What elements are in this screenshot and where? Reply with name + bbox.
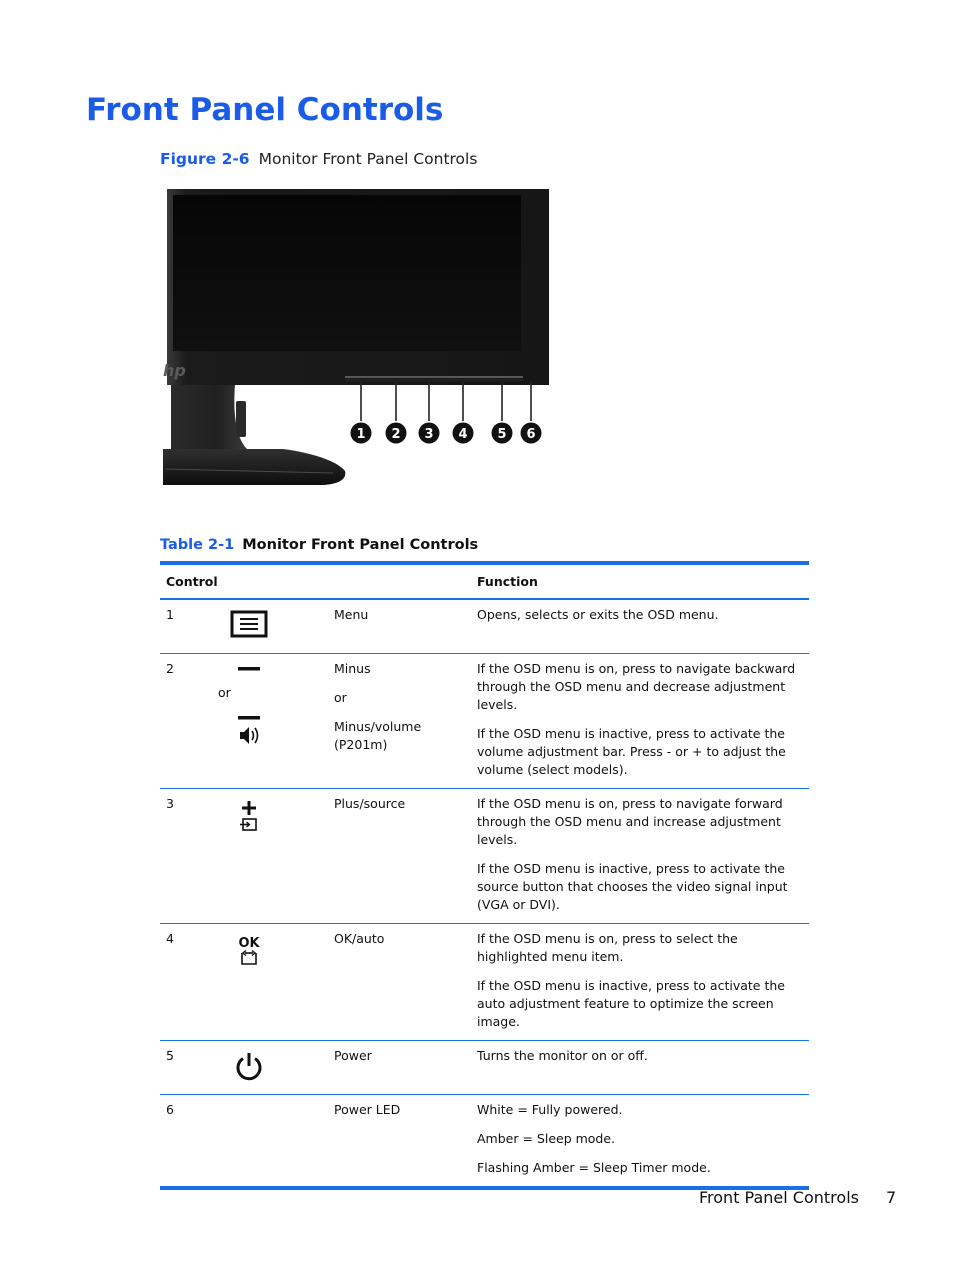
row-name: Menu xyxy=(334,607,369,622)
callout-4: 4 xyxy=(458,427,468,442)
table-row xyxy=(160,599,809,653)
table-row xyxy=(160,653,809,788)
function-text: Flashing Amber = Sleep Timer mode. xyxy=(477,1159,711,1175)
function-text: If the OSD menu is inactive, press to activate the source button that chooses the video signal input (VGA or DVI). xyxy=(477,860,788,912)
row-icon-cell xyxy=(208,1040,328,1094)
plus-source-icon xyxy=(237,799,261,833)
row-function xyxy=(471,599,809,653)
function-text: If the OSD menu is inactive, press to activate the auto adjustment feature to optimize the screen image. xyxy=(477,977,785,1029)
front-panel-controls-table xyxy=(160,561,809,1190)
row-icon-cell xyxy=(208,788,328,923)
callout-5: 5 xyxy=(497,427,507,442)
function-text: If the OSD menu is on, press to select the highlighted menu item. xyxy=(477,930,738,964)
callout-6: 6 xyxy=(526,427,536,442)
figure-caption-text: Monitor Front Panel Controls xyxy=(258,150,478,168)
table-row xyxy=(160,1040,809,1094)
function-text: White = Fully powered. xyxy=(477,1101,623,1117)
row-function xyxy=(471,653,809,788)
row-number: 4 xyxy=(166,930,174,946)
callout-2: 2 xyxy=(391,427,401,442)
name-text: Minus/volume (P201m) xyxy=(334,718,422,752)
row-function xyxy=(471,788,809,923)
name-text: Minus xyxy=(334,660,371,676)
power-icon xyxy=(234,1051,264,1083)
ok-auto-icon xyxy=(235,934,263,968)
header-control: Control xyxy=(160,563,471,599)
row-name: OK/auto xyxy=(334,930,385,946)
hp-logo: hp xyxy=(163,361,186,380)
function-text: Turns the monitor on or off. xyxy=(477,1047,648,1063)
table-header-row xyxy=(160,563,809,599)
minus-icon xyxy=(236,664,262,674)
function-text: Amber = Sleep mode. xyxy=(477,1130,616,1146)
header-function: Function xyxy=(471,563,809,599)
function-text: Opens, selects or exits the OSD menu. xyxy=(477,607,719,622)
row-number: 3 xyxy=(166,795,174,811)
row-name: Plus/source xyxy=(334,795,406,811)
ok-icon-text: OK xyxy=(238,935,260,951)
function-text: If the OSD menu is on, press to navigate backward through the OSD menu and decrease adjustment levels. xyxy=(477,660,796,712)
or-label: or xyxy=(218,684,231,700)
figure-caption xyxy=(160,150,477,168)
table-row xyxy=(160,788,809,923)
table-row xyxy=(160,1094,809,1188)
minus-volume-icon xyxy=(236,714,262,748)
row-number: 1 xyxy=(166,607,174,622)
table-caption-text: Monitor Front Panel Controls xyxy=(242,537,479,553)
row-icon-cell xyxy=(208,1094,328,1188)
function-text: If the OSD menu is inactive, press to activate the volume adjustment bar. Press - or + to adjust the volume (select models). xyxy=(477,725,786,777)
table-label: Table 2-1 xyxy=(160,537,235,553)
table-caption xyxy=(160,537,478,553)
row-name xyxy=(328,653,471,788)
row-number: 5 xyxy=(166,1047,174,1063)
row-icon-cell xyxy=(208,923,328,1040)
row-function xyxy=(471,1094,809,1188)
row-function xyxy=(471,923,809,1040)
row-icon-cell xyxy=(208,653,328,788)
row-name: Power LED xyxy=(334,1101,401,1117)
callout-3: 3 xyxy=(424,427,434,442)
row-number: 2 xyxy=(166,660,174,676)
row-number: 6 xyxy=(166,1101,174,1117)
table-row xyxy=(160,923,809,1040)
footer-section-title: Front Panel Controls xyxy=(699,1188,859,1207)
monitor-front-panel-image xyxy=(163,187,553,489)
page-title: Front Panel Controls xyxy=(86,92,444,128)
function-text: If the OSD menu is on, press to navigate forward through the OSD menu and increase adjustment levels. xyxy=(477,795,783,847)
row-name: Power xyxy=(334,1047,372,1063)
row-function xyxy=(471,1040,809,1094)
row-icon-cell xyxy=(208,599,328,653)
callout-1: 1 xyxy=(356,427,366,442)
name-text: or xyxy=(334,689,347,705)
footer-page-number: 7 xyxy=(886,1188,897,1207)
figure-label: Figure 2-6 xyxy=(160,150,250,168)
menu-icon xyxy=(230,610,268,638)
